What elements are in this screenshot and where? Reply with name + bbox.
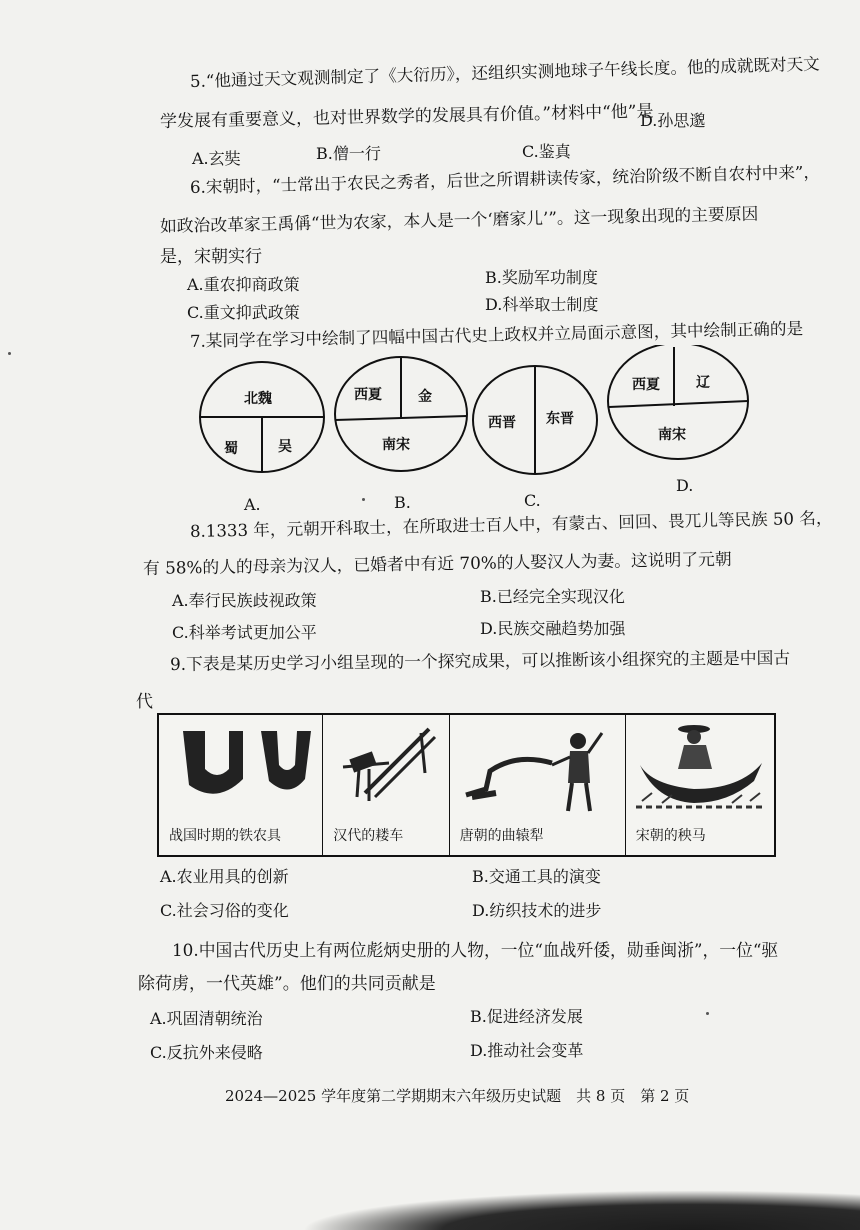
iron-farm-tools-icon [165, 723, 315, 803]
map-c-label-left: 西晋 [488, 415, 516, 431]
map-a-label-bottom-left: 蜀 [224, 441, 238, 457]
map-c-label-right: 东晋 [546, 411, 574, 427]
q10-stem-line1: 10.中国古代历史上有两位彪炳史册的人物，一位“血战歼倭，勋垂闽浙”，一位“驱 [172, 940, 779, 960]
q6-stem-line2: 如政治改革家王禹偁“世为农家，本人是一个‘磨家儿’”。这一现象出现的主要原因 [159, 203, 759, 236]
scan-speck [362, 498, 365, 501]
q8-option-b: B.已经完全实现汉化 [480, 587, 625, 606]
q9-caption-3: 唐朝的曲辕犁 [459, 828, 544, 844]
q9-option-d: D.纺织技术的进步 [472, 901, 602, 920]
map-d-label-bottom: 南宋 [658, 427, 686, 443]
q8-stem-line2: 有 58%的人的母亲为汉人，已婚者中有近 70%的人娶汉人为妻。这说明了元朝 [142, 548, 732, 578]
q9-cell-rice-seedling-boat [626, 715, 774, 855]
scan-speck [8, 352, 11, 355]
map-a-label-bottom-right: 吴 [278, 439, 292, 455]
q6-option-c: C.重文抑武政策 [187, 303, 300, 322]
q9-cell-seed-drill [323, 715, 449, 855]
q6-stem-line1: 6.宋朝时，“士常出于农民之秀者，后世之所谓耕读传家，统治阶级不断自农村中来”， [189, 162, 821, 197]
q5-option-c: C.鉴真 [522, 142, 571, 161]
q10-option-a: A.巩固清朝统治 [150, 1009, 263, 1028]
q10-option-b: B.促进经济发展 [470, 1007, 583, 1026]
q5-stem-line2: 学发展有重要意义，也对世界数学的发展具有价值。”材料中“他”是 [159, 101, 654, 132]
map-b-label-bottom: 南宋 [382, 437, 410, 453]
map-c [473, 366, 597, 474]
q7-option-c: C. [524, 491, 541, 510]
q5-stem-line1: 5.“他通过天文观测制定了《大衍历》，还组织实测地球子午线长度。他的成就既对天文 [189, 54, 820, 91]
map-d-divider-h [609, 401, 748, 407]
q10-stem-line2: 除荷虏，一代英雄”。他们的共同贡献是 [138, 974, 436, 994]
map-d-label-top-left: 西夏 [632, 377, 660, 393]
q7-option-b: B. [394, 493, 411, 512]
q9-option-a: A.农业用具的创新 [160, 867, 289, 886]
q9-caption-4: 宋朝的秧马 [635, 828, 706, 844]
map-a-label-top: 北魏 [244, 391, 272, 407]
q7-stem: 7.某同学在学习中绘制了四幅中国古代史上政权并立局面示意图，其中绘制正确的是 [189, 319, 804, 351]
q9-stem-line1: 9.下表是某历史学习小组呈现的一个探究成果，可以推断该小组探究的主题是中国古 [169, 647, 791, 674]
scan-shadow [300, 1190, 860, 1230]
seed-drill-icon [329, 723, 443, 811]
map-d-label-top-right: 辽 [696, 375, 710, 391]
q9-caption-2: 汉代的耧车 [333, 828, 404, 844]
q8-option-d: D.民族交融趋势加强 [480, 619, 626, 638]
q10-option-c: C.反抗外来侵略 [150, 1043, 263, 1062]
q9-option-c: C.社会习俗的变化 [160, 901, 289, 920]
q10-option-d: D.推动社会变革 [470, 1041, 584, 1060]
map-b-label-top-right: 金 [418, 389, 432, 405]
q7-option-d: D. [676, 476, 694, 495]
q7-option-a: A. [244, 495, 261, 514]
q8-option-c: C.科举考试更加公平 [172, 623, 317, 642]
scan-speck [706, 1012, 709, 1015]
q9-image-table [157, 713, 776, 857]
map-b-label-top-left: 西夏 [354, 387, 382, 403]
q6-stem-line3: 是，宋朝实行 [160, 247, 262, 267]
q8-option-a: A.奉行民族歧视政策 [172, 591, 317, 610]
map-a [200, 362, 324, 472]
q5-option-d: D.孙思邈 [640, 111, 706, 130]
q6-option-a: A.重农抑商政策 [187, 275, 300, 294]
q9-cell-curved-plough [450, 715, 626, 855]
q6-option-d: D.科举取士制度 [485, 295, 599, 314]
q6-option-b: B.奖励军功制度 [485, 268, 598, 287]
q9-stem-line2: 代 [136, 692, 153, 712]
map-b [335, 357, 467, 471]
q9-cell-iron-tools [159, 715, 323, 855]
q8-stem-line1: 8.1333 年，元朝开科取士，在所取进士百人中，有蒙古、回回、畏兀儿等民族 50 名， [189, 508, 833, 541]
rice-seedling-boat-icon [632, 723, 770, 815]
curved-plough-icon [456, 723, 620, 815]
map-d [608, 345, 748, 459]
q5-option-a: A.玄奘 [192, 149, 241, 168]
q5-option-b: B.僧一行 [316, 144, 381, 163]
q9-caption-1: 战国时期的铁农具 [169, 828, 281, 844]
q9-option-b: B.交通工具的演变 [472, 867, 601, 886]
page-footer: 2024—2025 学年度第二学期期末六年级历史试题 共 8 页 第 2 页 [225, 1087, 690, 1105]
